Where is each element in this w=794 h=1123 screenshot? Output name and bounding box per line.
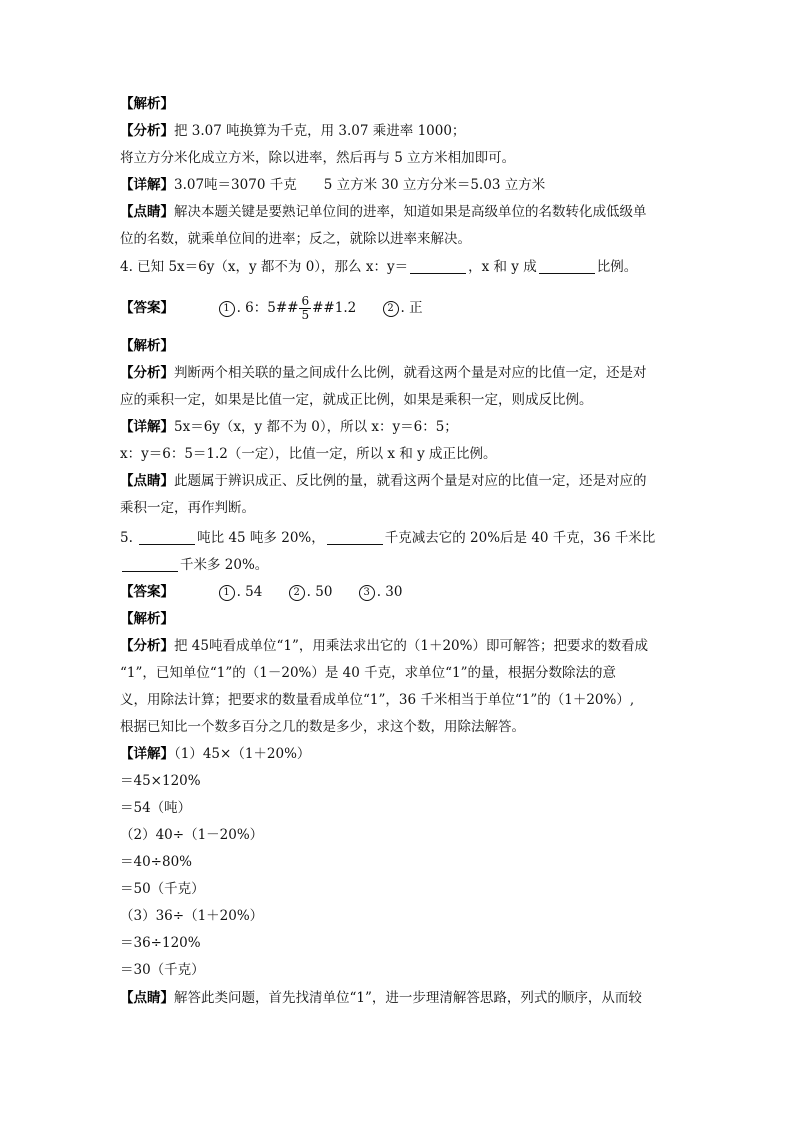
text-line: 义，用除法计算；把要求的数量看成单位“1”，36 千米相当于单位“1”的（1＋20%）,	[120, 692, 635, 708]
comment-line: 【点睛】解答此类问题，首先找清单位“1”，进一步理清解答思路，列式的顺序，从而较	[120, 990, 642, 1006]
comment-line: 【点睛】解决本题关键是要熟记单位间的进率，知道如果是高级单位的名数转化成低级单	[120, 204, 647, 220]
analysis-heading: 【解析】	[120, 611, 174, 627]
answer-5: 【答案】 1 . 54 2 . 50 3 . 30	[120, 584, 403, 600]
answer-blank	[327, 530, 383, 545]
analysis-line: 【分析】把 45吨看成单位“1”，用乘法求出它的（1＋20%）即可解答；把要求的数看成	[120, 638, 648, 654]
detail-line: 【详解】5x＝6y（x，y 都不为 0），所以 x：y＝6：5；	[120, 419, 458, 435]
calc-line: ＝50（千克）	[120, 881, 205, 897]
circled-number: 1	[219, 585, 235, 601]
text-line: 乘积一定，再作判断。	[120, 500, 255, 516]
calc-line: ＝54（吨）	[120, 800, 192, 816]
analysis-heading: 【解析】	[120, 338, 174, 354]
fraction: $\frac{6}{5}$	[301, 294, 310, 322]
text-line: 根据已知比一个数多百分之几的数是多少，求这个数，用除法解答。	[120, 719, 525, 735]
question-5: 5. 吨比 45 吨多 20%， 千克减去它的 20%后是 40 千克，36 千米比	[120, 530, 656, 546]
circled-number: 1	[219, 301, 235, 317]
analysis-line: 【分析】判断两个相关联的量之间成什么比例，就看这两个量是对应的比值一定，还是对	[120, 365, 647, 381]
answer-blank	[139, 530, 195, 545]
answer-item: 3 . 30	[359, 582, 403, 602]
calc-line: ＝36÷120%	[120, 935, 201, 951]
answer-item: 2 . 50	[289, 582, 333, 602]
answer-blank	[122, 557, 178, 572]
calc-line: ＝40÷80%	[120, 854, 192, 870]
circled-number: 2	[383, 301, 399, 317]
answer-item: 1 . 54	[219, 582, 263, 602]
text-line: 应的乘积一定，如果是比值一定，就成正比例，如果是乘积一定，则成反比例。	[120, 392, 593, 408]
question-5-cont: 千米多 20%。	[120, 555, 268, 575]
answer-item: 2 . 正	[383, 298, 423, 318]
comment-line: 【点睛】此题属于辨识成正、反比例的量，就看这两个量是对应的比值一定，还是对应的	[120, 473, 647, 489]
detail-line: 【详解】3.07吨＝3070 千克 5 立方米 30 立方分米＝5.03 立方米	[120, 177, 546, 193]
answer-blank	[539, 259, 595, 274]
calc-line: ＝30（千克）	[120, 962, 205, 978]
answer-item: 1 . 6：5## $\frac{6}{5}$ ##1.2	[219, 295, 357, 322]
answer-4: 【答案】 1 . 6：5## $\frac{6}{5}$ ##1.2 2 . 正	[120, 294, 423, 322]
circled-number: 3	[359, 585, 375, 601]
calc-line: （2）40÷（1－20%）	[120, 827, 264, 843]
answer-blank	[410, 259, 466, 274]
detail-line: 【详解】（1）45×（1＋20%）	[120, 746, 311, 762]
analysis-heading: 【解析】	[120, 96, 174, 112]
question-4: 4. 已知 5x＝6y（x，y 都不为 0），那么 x：y＝ ，x 和 y 成 比例。	[120, 259, 638, 275]
text-line: “1”，已知单位“1”的（1－20%）是 40 千克，求单位“1”的量，根据分数除法的意	[120, 665, 617, 681]
circled-number: 2	[289, 585, 305, 601]
analysis-line: 【分析】把 3.07 吨换算为千克，用 3.07 乘进率 1000；	[120, 123, 466, 139]
text-line: 将立方分米化成立方米，除以进率，然后再与 5 立方米相加即可。	[120, 150, 516, 166]
calc-line: ＝45×120%	[120, 773, 201, 789]
text-line: 位的名数，就乘单位间的进率；反之，就除以进率来解决。	[120, 231, 471, 247]
text-line: x：y＝6：5＝1.2（一定），比值一定，所以 x 和 y 成正比例。	[120, 446, 497, 462]
calc-line: （3）36÷（1＋20%）	[120, 908, 264, 924]
